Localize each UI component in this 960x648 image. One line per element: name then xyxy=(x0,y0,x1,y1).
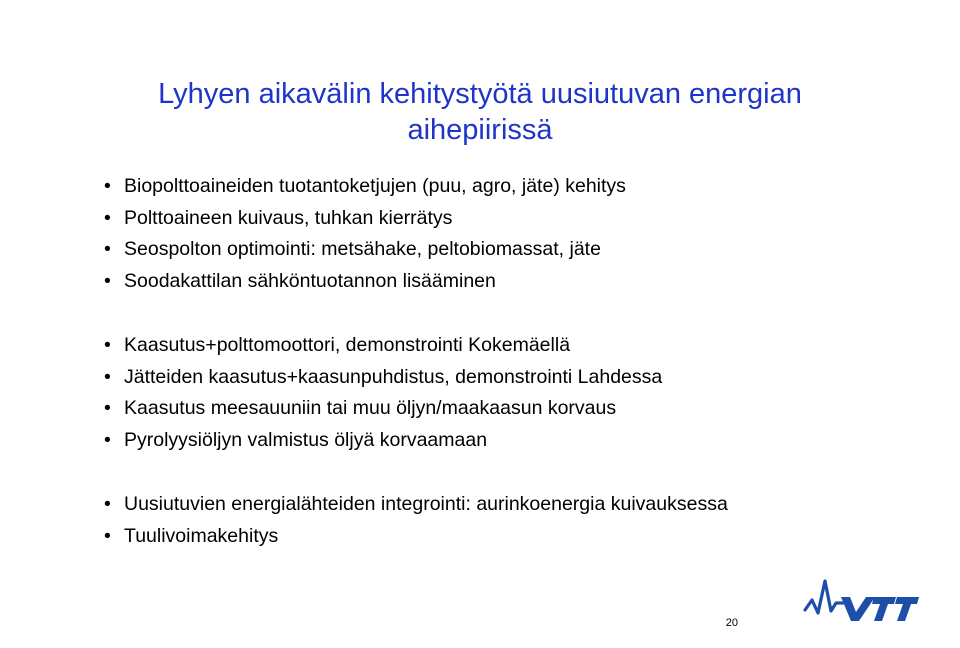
bullet-group-gasification xyxy=(104,331,662,458)
bullet-item: • Kaasutus meesauuniin tai muu öljyn/maakaasun korvaus xyxy=(104,394,662,426)
page-number: 20 xyxy=(725,617,738,629)
bullet-item: • Tuulivoimakehitys xyxy=(104,522,728,554)
title-line-2: aihepiirissä xyxy=(407,114,553,146)
bullet-item: • Kaasutus+polttomoottori, demonstrointi Kokemäellä xyxy=(104,331,662,363)
vtt-wave-logo-icon xyxy=(803,578,919,624)
bullet-group-integration xyxy=(104,490,728,553)
bullet-item: • Seospolton optimointi: metsähake, peltobiomassat, jäte xyxy=(104,235,626,267)
title-line-1: Lyhyen aikavälin kehitystyötä uusiutuvan energian xyxy=(158,78,802,110)
bullet-item: • Polttoaineen kuivaus, tuhkan kierrätys xyxy=(104,204,626,236)
bullet-item: • Uusiutuvien energialähteiden integrointi: aurinkoenergia kuivauksessa xyxy=(104,490,728,522)
bullet-group-biofuels xyxy=(104,172,626,298)
bullet-item: • Biopolttoaineiden tuotantoketjujen (puu, agro, jäte) kehitys xyxy=(104,172,626,204)
bullet-item: • Soodakattilan sähköntuotannon lisääminen xyxy=(104,267,626,299)
bullet-item: • Pyrolyysiöljyn valmistus öljyä korvaamaan xyxy=(104,426,662,458)
slide-title xyxy=(80,76,880,148)
bullet-item: • Jätteiden kaasutus+kaasunpuhdistus, demonstrointi Lahdessa xyxy=(104,363,662,395)
